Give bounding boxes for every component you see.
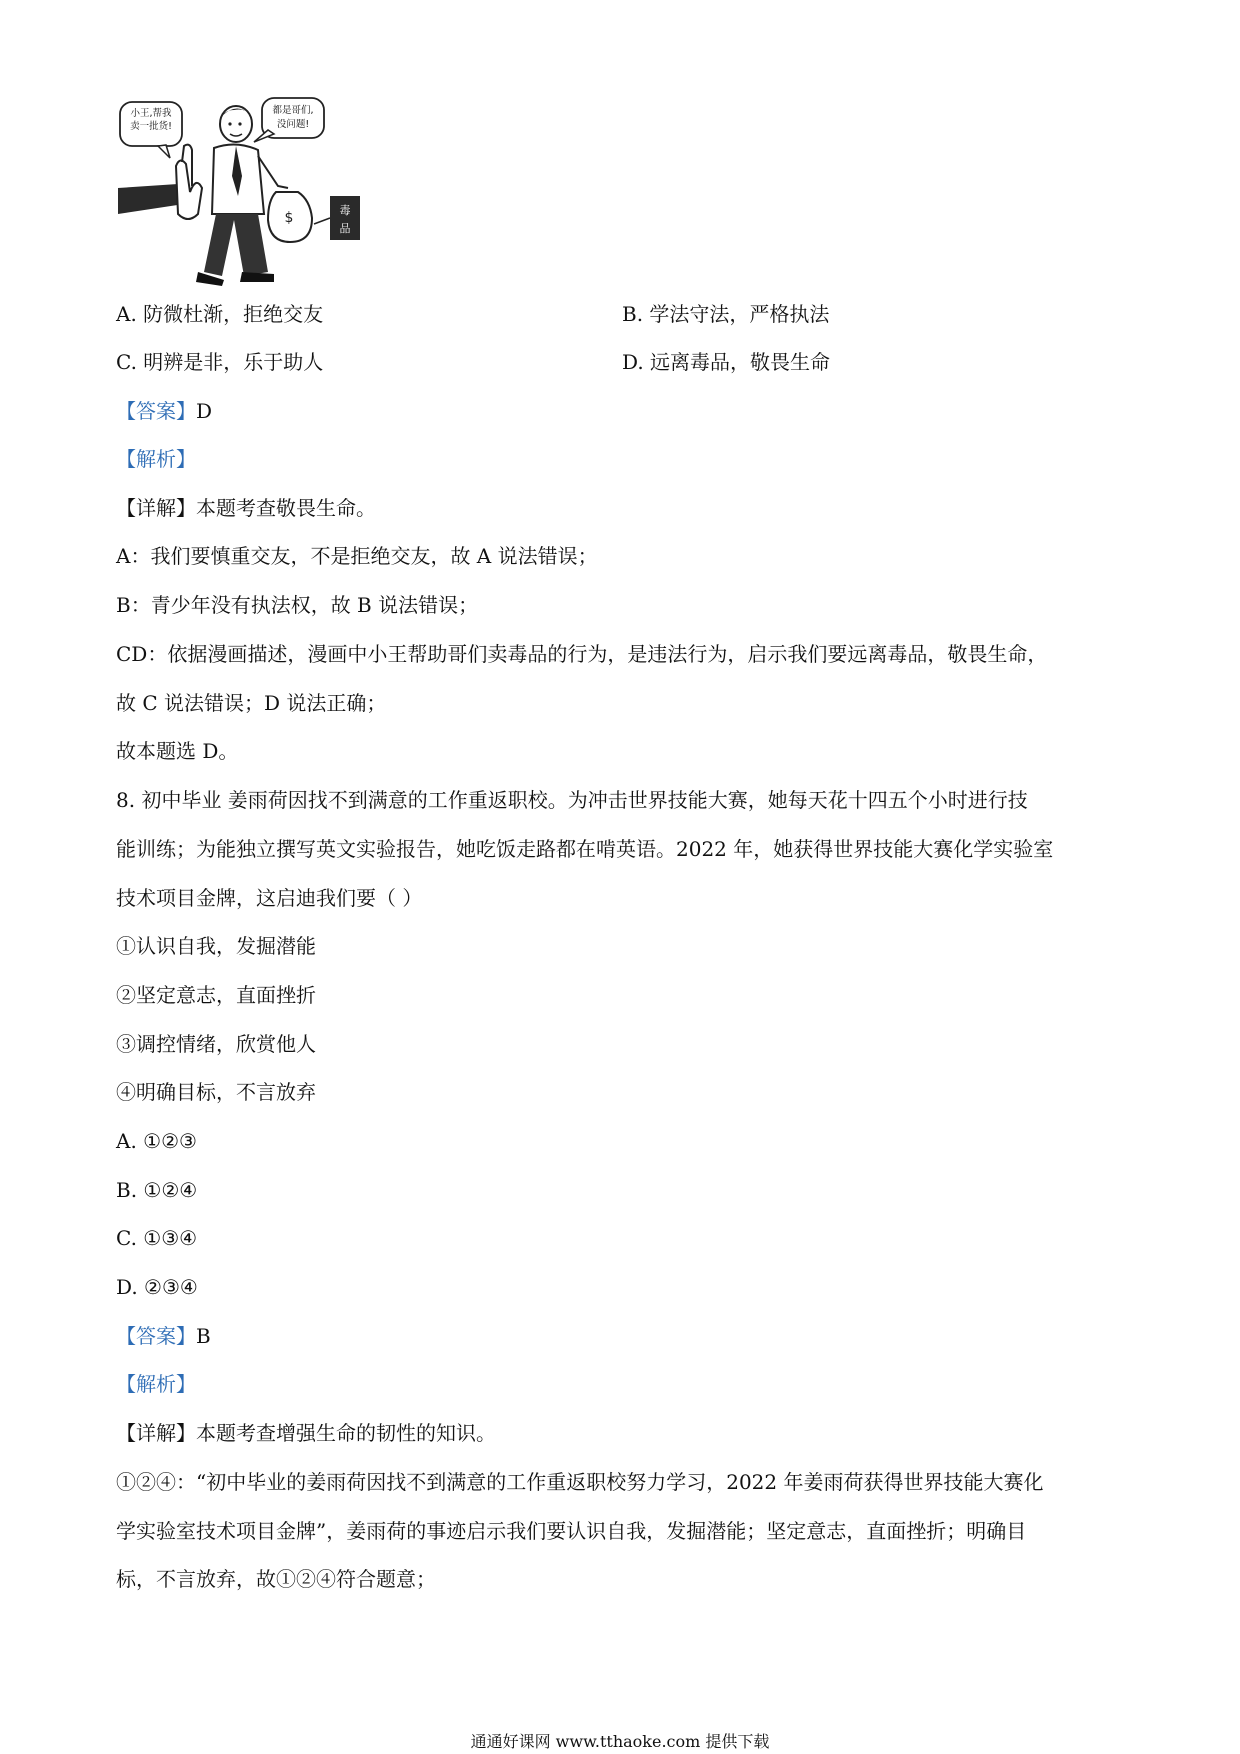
speech-bubble-right	[254, 98, 324, 142]
svg-text:没问题!: 没问题!	[276, 119, 310, 130]
speech-bubble-left	[120, 102, 182, 158]
detail-intro: 本题考查敬畏生命。	[196, 496, 376, 520]
q8-answer	[116, 1322, 211, 1350]
answer-value: D	[196, 399, 213, 423]
q7-detail	[116, 494, 376, 522]
svg-text:$: $	[284, 210, 294, 226]
q8-statement: ③调控情绪，欣赏他人	[116, 1032, 316, 1056]
q8-option-b: B. ①②④	[116, 1178, 198, 1202]
q7-analysis-tag: 【解析】	[116, 447, 196, 471]
drug-label	[314, 196, 360, 240]
q8-option-d: D. ②③④	[116, 1275, 198, 1299]
q8-statement: ②坚定意志，直面挫折	[116, 983, 316, 1007]
detail-intro: 本题考查增强生命的韧性的知识。	[196, 1421, 496, 1445]
svg-text:都是哥们,: 都是哥们,	[272, 105, 314, 116]
q8-statement: ①认识自我，发掘潜能	[116, 934, 316, 958]
detail-tag: 【详解】	[116, 496, 196, 520]
q7-option-b: B. 学法守法，严格执法	[622, 302, 830, 326]
q7-analysis-line: A：我们要慎重交友，不是拒绝交友，故 A 说法错误；	[116, 544, 598, 568]
answer-value: B	[196, 1324, 211, 1348]
q8-stem-line: 8. 初中毕业 姜雨荷因找不到满意的工作重返职校。为冲击世界技能大赛，她每天花十四五个小时进行技	[116, 788, 1028, 812]
stop-hand	[118, 145, 202, 219]
q8-detail-line: 学实验室技术项目金牌”，姜雨荷的事迹启示我们要认识自我，发掘潜能；坚定意志，直面挫折；明确目	[116, 1519, 1027, 1543]
q8-option-c: C. ①③④	[116, 1226, 198, 1250]
detail-tag: 【详解】	[116, 1421, 196, 1445]
q8-detail	[116, 1419, 496, 1447]
q8-detail-line: 标，不言放弃，故①②④符合题意；	[116, 1567, 436, 1591]
money-bag	[268, 192, 312, 242]
svg-text:卖一批货!: 卖一批货!	[130, 121, 172, 132]
q8-detail-line: ①②④：“初中毕业的姜雨荷因找不到满意的工作重返职校努力学习，2022 年姜雨荷获得世界技能大赛化	[116, 1470, 1044, 1494]
q8-analysis-tag: 【解析】	[116, 1372, 196, 1396]
q7-analysis-line: 故本题选 D。	[116, 739, 239, 763]
svg-text:小王,帮我: 小王,帮我	[130, 108, 172, 119]
comic-illustration	[118, 96, 364, 292]
q7-analysis-line: 故 C 说法错误；D 说法正确；	[116, 691, 387, 715]
q8-stem-line: 技术项目金牌，这启迪我们要（ ）	[116, 886, 423, 910]
q7-answer	[116, 397, 212, 425]
q7-analysis-line: B：青少年没有执法权，故 B 说法错误；	[116, 593, 479, 617]
q8-statement: ④明确目标，不言放弃	[116, 1080, 316, 1104]
answer-tag: 【答案】	[116, 1324, 196, 1348]
svg-text:品: 品	[339, 222, 351, 235]
page-footer: 通通好课网 www.tthaoke.com 提供下载	[470, 1732, 770, 1751]
answer-tag: 【答案】	[116, 399, 196, 423]
q7-option-a: A. 防微杜渐，拒绝交友	[116, 302, 324, 326]
q7-analysis-line: CD：依据漫画描述，漫画中小王帮助哥们卖毒品的行为，是违法行为，启示我们要远离毒品，敬畏生命，	[116, 642, 1048, 666]
q8-option-a: A. ①②③	[116, 1129, 197, 1153]
q8-stem-line: 能训练；为能独立撰写英文实验报告，她吃饭走路都在啃英语。2022 年，她获得世界技能大赛化学实验室	[116, 837, 1054, 861]
q7-option-c: C. 明辨是非，乐于助人	[116, 350, 324, 374]
q7-option-d: D. 远离毒品，敬畏生命	[622, 350, 831, 374]
svg-text:毒: 毒	[339, 204, 351, 217]
